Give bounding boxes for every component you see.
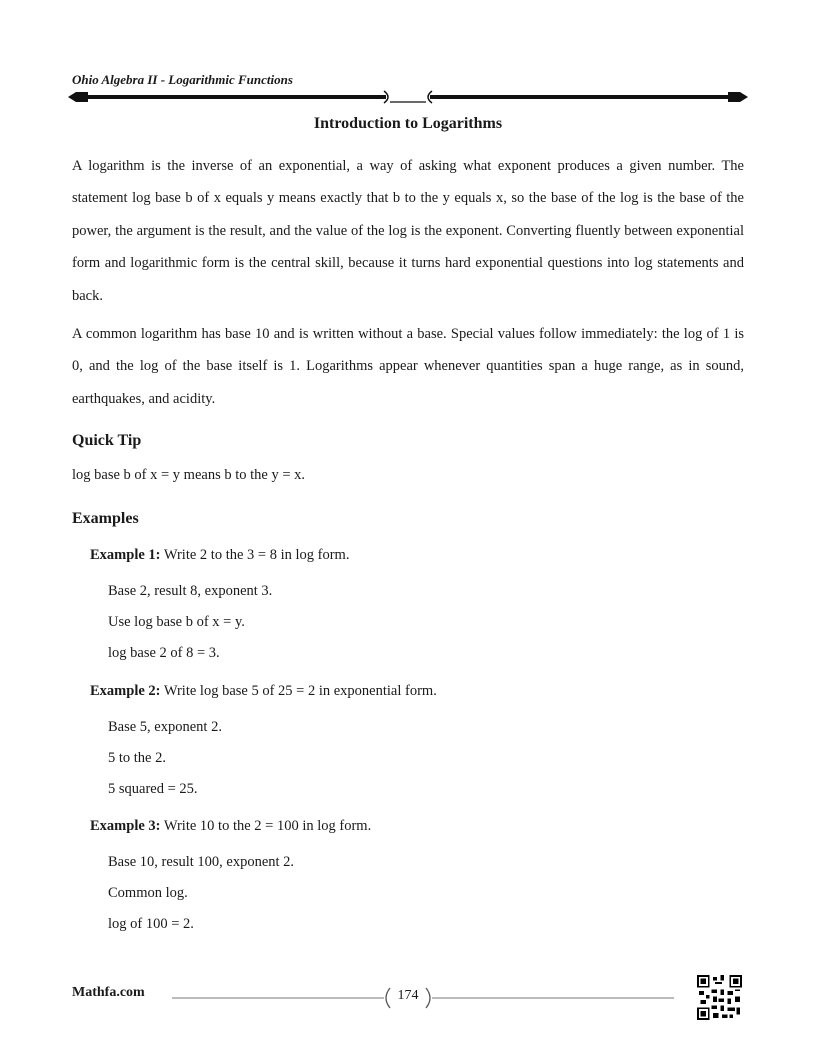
qr-code-icon[interactable] [697,975,742,1020]
example-label: Example 1: [90,547,161,564]
example-step: Use log base b of x = y. [108,614,245,631]
page-title: Introduction to Logarithms [313,115,503,132]
example-question: Write 10 to the 2 = 100 in log form. [163,818,372,835]
quick-tip-text: log base b of x = y means b to the y = x. [72,467,306,484]
example-2 [90,681,744,799]
quick-tip-heading: Quick Tip [72,432,142,450]
example-step: Base 5, exponent 2. [108,719,222,736]
examples-heading: Examples [72,510,139,528]
example-step: log of 100 = 2. [108,916,194,933]
example-1 [90,545,744,663]
example-question: Write 2 to the 3 = 8 in log form. [163,547,350,564]
example-label: Example 2: [90,683,161,700]
example-question: Write log base 5 of 25 = 2 in exponential form. [163,683,437,700]
common-log-paragraph: A common logarithm has base 10 and is written without a base. Special values follow immediately: the log of 1 is 0, and the log of the base itself is 1. Logarithms appear whenever quantities span a huge range, as in sound, earthquakes, and acidity. [72,326,744,407]
example-prompt [90,545,744,565]
header-ornament-rule [68,88,748,106]
example-step: 5 to the 2. [108,750,166,767]
example-step: Base 2, result 8, exponent 3. [108,583,273,600]
main-content [72,150,744,934]
running-header: Ohio Algebra II - Logarithmic Functions [72,72,293,87]
footer-site-link[interactable]: Mathfa.com [72,985,145,1000]
page-number: 174 [397,988,419,1003]
example-step: log base 2 of 8 = 3. [108,645,220,662]
example-label: Example 3: [90,818,161,835]
example-step: 5 squared = 25. [108,781,198,798]
example-3 [90,816,744,934]
example-prompt [90,681,744,701]
intro-paragraph: A logarithm is the inverse of an exponential, a way of asking what exponent produces a given number. The statement log base b of x equals y means exactly that b to the y equals x, so the base of the log is the base of the power, the argument is the result, and the value of the log is the exponent. Converting fluently between exponential form and logarithmic form is the central skill, because it turns hard exponential questions into log statements and back. [72,158,744,304]
example-prompt [90,816,744,836]
example-step: Common log. [108,885,188,902]
example-step: Base 10, result 100, exponent 2. [108,854,295,871]
